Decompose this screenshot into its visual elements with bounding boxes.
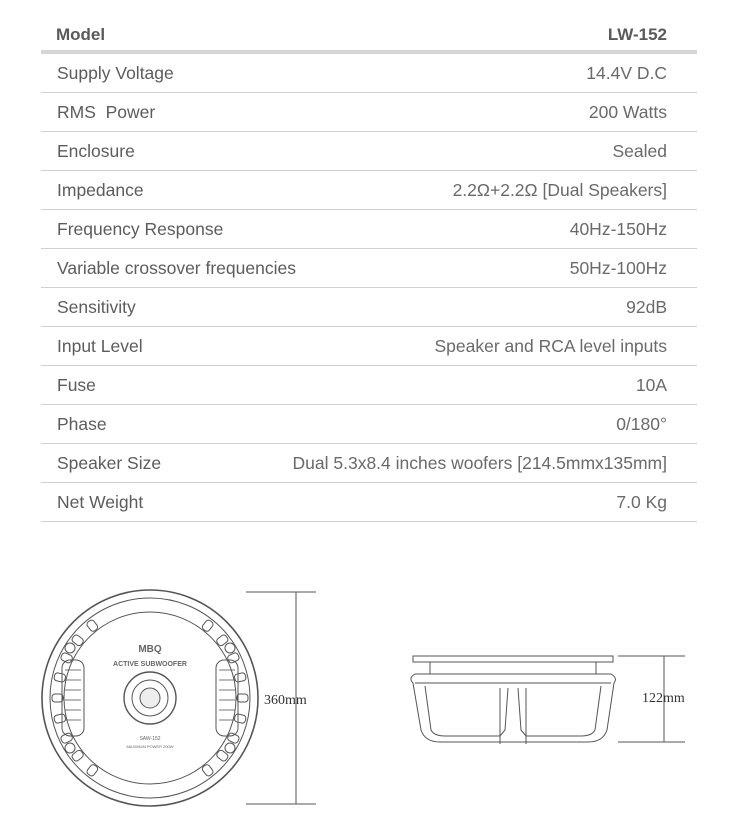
vent-slot bbox=[234, 672, 247, 682]
spec-label: Net Weight bbox=[57, 491, 144, 512]
spec-label: Variable crossover frequencies bbox=[57, 257, 296, 278]
spec-row-speaker-size bbox=[41, 444, 697, 483]
spec-value: 2.2Ω+2.2Ω [Dual Speakers] bbox=[452, 179, 667, 200]
spec-value: 10A bbox=[635, 374, 667, 395]
spec-row-frequency-response bbox=[41, 210, 697, 249]
spec-value: 92dB bbox=[626, 296, 667, 317]
spec-label: Speaker Size bbox=[57, 452, 162, 473]
spec-row-supply-voltage bbox=[41, 54, 697, 93]
model-value: LW-152 bbox=[607, 25, 667, 44]
spec-value: Dual 5.3x8.4 inches woofers [214.5mmx135mm] bbox=[292, 452, 667, 473]
spec-row-input-level bbox=[41, 327, 697, 366]
spec-row-enclosure bbox=[41, 132, 697, 171]
spec-label: Impedance bbox=[57, 179, 144, 200]
vent-slot bbox=[54, 672, 67, 682]
brand-logo-text: MBQ bbox=[138, 644, 162, 655]
spec-row-net-weight bbox=[41, 483, 697, 522]
spec-row-rms-power bbox=[41, 93, 697, 132]
spec-value: 7.0 Kg bbox=[616, 491, 667, 512]
spec-header bbox=[41, 20, 697, 54]
diameter-dimension: 360mm bbox=[264, 693, 307, 708]
vent-slot bbox=[237, 694, 248, 702]
vent-slot bbox=[54, 713, 67, 723]
spec-value: 0/180° bbox=[616, 413, 667, 434]
spec-label: Sensitivity bbox=[57, 296, 136, 317]
spec-label: Phase bbox=[57, 413, 107, 434]
spec-row-impedance bbox=[41, 171, 697, 210]
spec-value: 200 Watts bbox=[588, 101, 667, 122]
spec-row-phase bbox=[41, 405, 697, 444]
model-text: SAW-152 bbox=[139, 736, 161, 742]
spec-label: Fuse bbox=[57, 374, 96, 395]
vent-slot bbox=[52, 694, 63, 702]
spec-value: 50Hz-100Hz bbox=[569, 257, 667, 278]
spec-value: 40Hz-150Hz bbox=[569, 218, 667, 239]
spec-label: Frequency Response bbox=[57, 218, 224, 239]
model-label: Model bbox=[56, 25, 106, 44]
spec-label: Supply Voltage bbox=[57, 62, 174, 83]
spec-label: Input Level bbox=[57, 335, 143, 356]
power-text: MAXIMUM POWER 200W bbox=[126, 744, 174, 749]
spec-value: 14.4V D.C bbox=[586, 62, 667, 83]
spec-label: Enclosure bbox=[57, 140, 135, 161]
subtitle-text: ACTIVE SUBWOOFER bbox=[113, 661, 187, 668]
spec-row-fuse bbox=[41, 366, 697, 405]
spec-value: Sealed bbox=[612, 140, 667, 161]
spec-row-crossover bbox=[41, 249, 697, 288]
spec-row-sensitivity bbox=[41, 288, 697, 327]
spec-table bbox=[41, 20, 697, 522]
spec-value: Speaker and RCA level inputs bbox=[434, 335, 667, 356]
spec-label: RMS Power bbox=[57, 101, 156, 122]
product-drawings bbox=[0, 580, 738, 818]
height-dimension: 122mm bbox=[642, 691, 685, 706]
vent-slot bbox=[234, 713, 247, 723]
